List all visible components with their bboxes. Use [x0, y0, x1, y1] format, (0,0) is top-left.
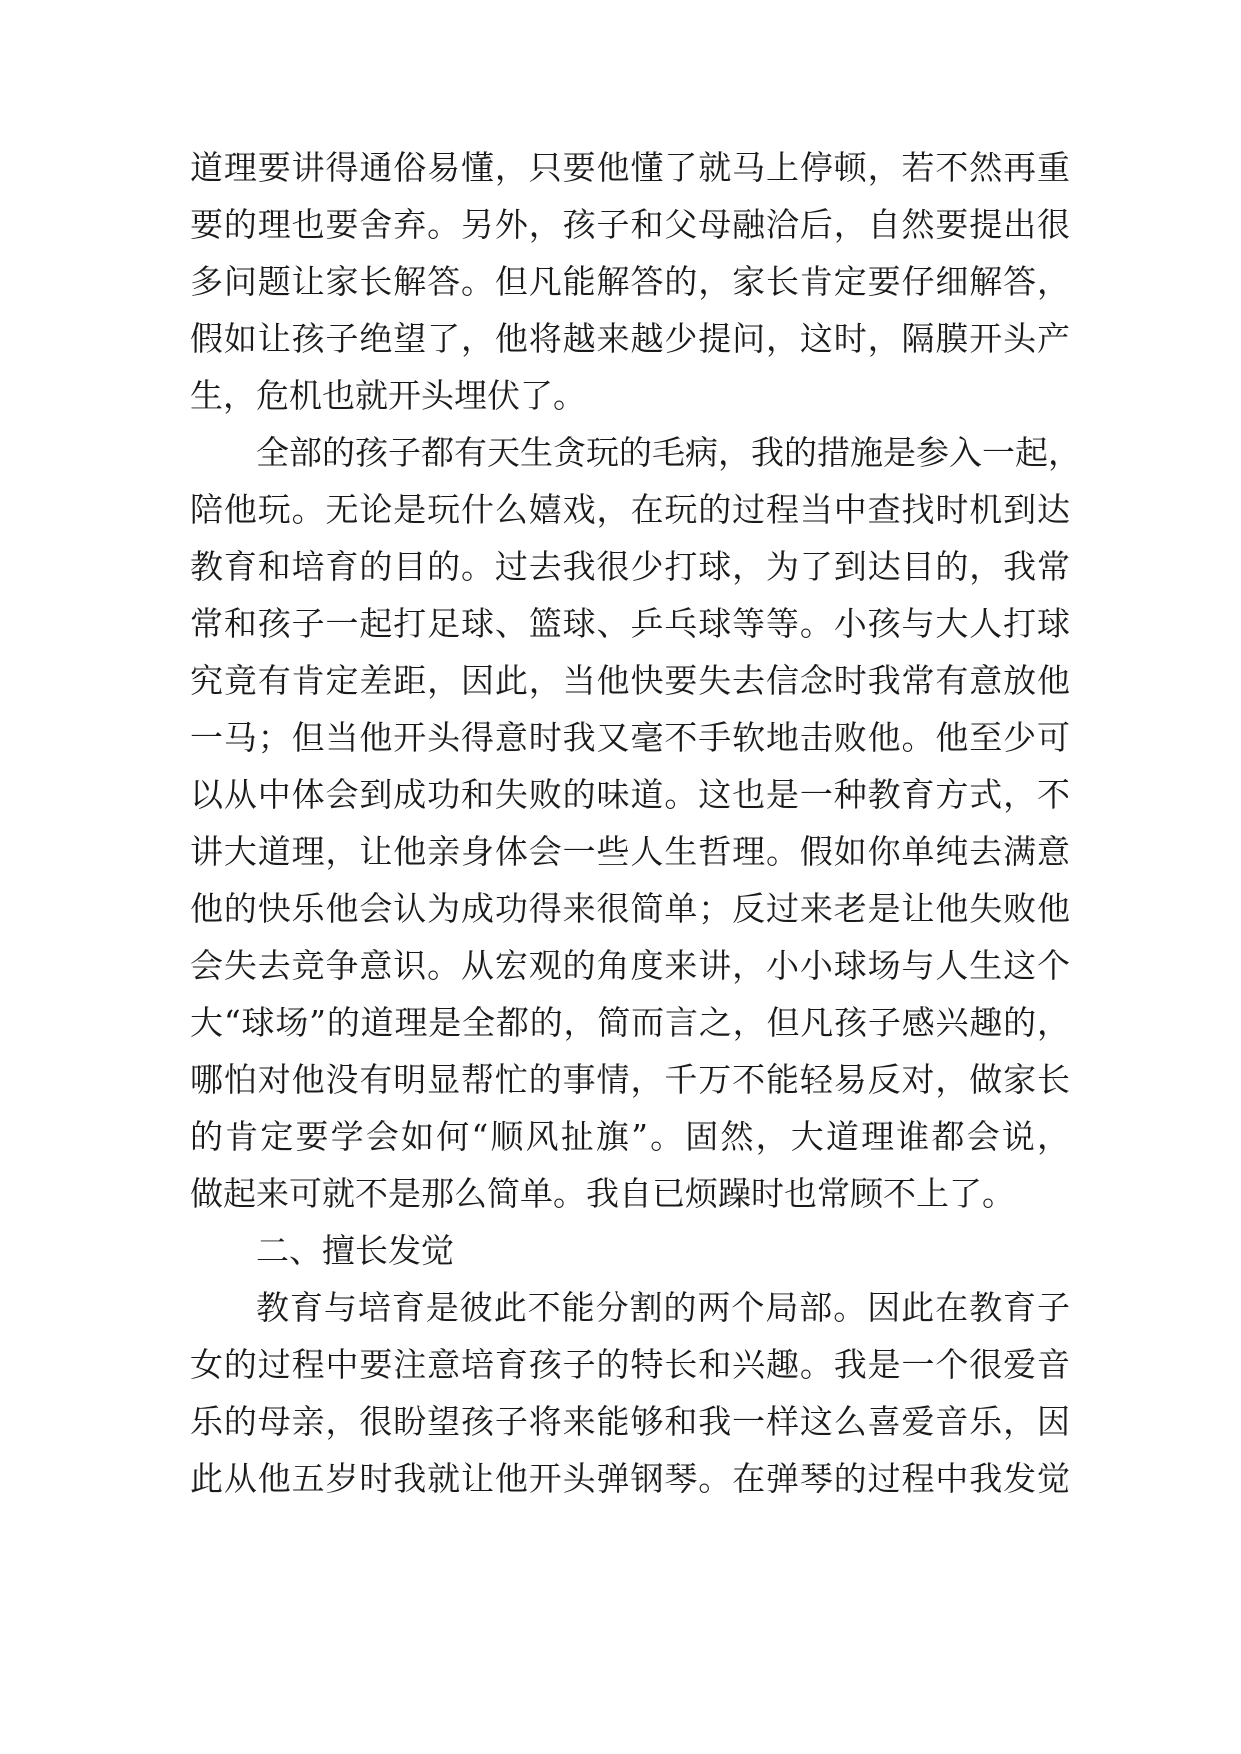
text-line: 一马；但当他开头得意时我又毫不手软地击败他。他至少可 [190, 718, 1070, 757]
text-line: 讲大道理，让他亲身体会一些人生哲理。假如你单纯去满意 [190, 832, 1070, 871]
text-line: 生，危机也就开头埋伏了。 [190, 376, 586, 415]
section-heading: 二、擅长发觉 [256, 1231, 454, 1270]
text-line: 全部的孩子都有天生贪玩的毛病，我的措施是参入一起， [256, 433, 1081, 472]
text-line: 陪他玩。无论是玩什么嬉戏，在玩的过程当中查找时机到达 [190, 490, 1070, 529]
text-line: 做起来可就不是那么简单。我自已烦躁时也常顾不上了。 [190, 1174, 1015, 1213]
text-line: 此从他五岁时我就让他开头弹钢琴。在弹琴的过程中我发觉 [190, 1459, 1070, 1498]
text-line: 哪怕对他没有明显帮忙的事情，千万不能轻易反对，做家长 [190, 1060, 1070, 1099]
text-line: 常和孩子一起打足球、篮球、乒乓球等等。小孩与大人打球 [190, 604, 1070, 643]
text-line: 女的过程中要注意培育孩子的特长和兴趣。我是一个很爱音 [190, 1345, 1070, 1384]
text-line: 多问题让家长解答。但凡能解答的，家长肯定要仔细解答， [190, 262, 1070, 301]
text-line: 乐的母亲，很盼望孩子将来能够和我一样这么喜爱音乐，因 [190, 1402, 1070, 1441]
text-line: 道理要讲得通俗易懂，只要他懂了就马上停顿，若不然再重 [190, 148, 1070, 187]
text-line: 的肯定要学会如何“顺风扯旗”。固然，大道理谁都会说， [190, 1117, 1070, 1156]
text-line: 教育和培育的目的。过去我很少打球，为了到达目的，我常 [190, 547, 1070, 586]
text-line: 以从中体会到成功和失败的味道。这也是一种教育方式，不 [190, 775, 1070, 814]
text-line: 教育与培育是彼此不能分割的两个局部。因此在教育子 [256, 1288, 1070, 1327]
text-line: 假如让孩子绝望了，他将越来越少提问，这时，隔膜开头产 [190, 319, 1070, 358]
text-line: 他的快乐他会认为成功得来很简单；反过来老是让他失败他 [190, 889, 1070, 928]
text-line: 要的理也要舍弃。另外，孩子和父母融洽后，自然要提出很 [190, 205, 1070, 244]
text-line: 大“球场”的道理是全都的，简而言之，但凡孩子感兴趣的， [190, 1003, 1070, 1042]
text-line: 会失去竞争意识。从宏观的角度来讲，小小球场与人生这个 [190, 946, 1070, 985]
text-line: 究竟有肯定差距，因此，当他快要失去信念时我常有意放他 [190, 661, 1070, 700]
